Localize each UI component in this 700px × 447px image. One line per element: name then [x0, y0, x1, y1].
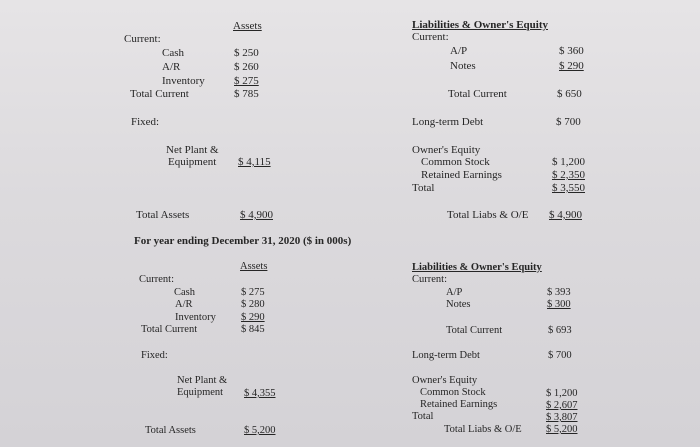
total-assets-label: Total Assets [145, 425, 196, 436]
ap-value: $ 393 [547, 287, 571, 298]
common-stock-label: Common Stock [420, 387, 486, 398]
inventory-value: $ 275 [234, 75, 259, 87]
liabilities-heading: Liabilities & Owner's Equity [412, 262, 542, 273]
ar-value: $ 260 [234, 61, 259, 73]
period-caption: For year ending December 31, 2020 ($ in 000s) [134, 235, 352, 247]
cash-value: $ 250 [234, 47, 259, 59]
owners-equity-label: Owner's Equity [412, 144, 481, 156]
total-liabs-label: Total Liabs & O/E [444, 424, 522, 435]
long-term-debt-label: Long-term Debt [412, 116, 484, 128]
cash-label: Cash [162, 47, 184, 59]
current-liabilities-label: Current: [412, 31, 449, 43]
total-current-liabilities-label: Total Current [448, 88, 507, 100]
common-stock-value: $ 1,200 [546, 388, 578, 399]
current-liabilities-label: Current: [412, 274, 447, 285]
total-current-assets-label: Total Current [141, 324, 198, 335]
current-assets-label: Current: [124, 33, 161, 45]
total-current-liabilities-label: Total Current [446, 325, 503, 336]
total-current-assets-label: Total Current [130, 88, 189, 100]
equipment-label: Equipment [177, 387, 224, 398]
total-assets-label: Total Assets [136, 209, 190, 221]
inventory-label: Inventory [175, 312, 216, 323]
long-term-debt-value: $ 700 [548, 350, 572, 361]
total-liabs-label: Total Liabs & O/E [447, 209, 529, 221]
long-term-debt-label: Long-term Debt [412, 350, 480, 361]
common-stock-label: Common Stock [421, 156, 490, 168]
cash-label: Cash [174, 287, 195, 298]
total-current-liabilities-value: $ 693 [548, 325, 572, 336]
net-plant-label: Net Plant & [166, 144, 219, 156]
owners-equity-total-label: Total [412, 182, 435, 194]
common-stock-value: $ 1,200 [552, 156, 585, 168]
total-current-liabilities-value: $ 650 [557, 88, 582, 100]
liabilities-heading: Liabilities & Owner's Equity [412, 19, 548, 31]
ap-label: A/P [450, 45, 468, 57]
total-current-assets-value: $ 845 [241, 324, 265, 335]
inventory-label: Inventory [162, 75, 205, 87]
fixed-assets-label: Fixed: [131, 116, 160, 128]
total-liabs-value: $ 5,200 [546, 424, 578, 435]
ap-value: $ 360 [559, 45, 584, 57]
notes-label: Notes [450, 60, 476, 72]
owners-equity-total-label: Total [412, 411, 434, 422]
equipment-label: Equipment [168, 156, 217, 168]
retained-earnings-label: Retained Earnings [421, 169, 502, 181]
cash-value: $ 275 [241, 287, 265, 298]
total-liabs-value: $ 4,900 [549, 209, 582, 221]
ar-value: $ 280 [241, 299, 265, 310]
owners-equity-total-value: $ 3,550 [552, 182, 585, 194]
net-plant-value: $ 4,355 [244, 388, 276, 399]
retained-earnings-value: $ 2,350 [552, 169, 585, 181]
current-assets-label: Current: [139, 274, 174, 285]
inventory-value: $ 290 [241, 312, 265, 323]
assets-heading: Assets [233, 20, 262, 32]
long-term-debt-value: $ 700 [556, 116, 581, 128]
notes-label: Notes [446, 299, 471, 310]
retained-earnings-value: $ 2,607 [546, 400, 578, 411]
retained-earnings-label: Retained Earnings [420, 399, 498, 410]
total-assets-value: $ 5,200 [244, 425, 276, 436]
total-current-assets-value: $ 785 [234, 88, 259, 100]
total-assets-value: $ 4,900 [240, 209, 273, 221]
ap-label: A/P [446, 287, 463, 298]
notes-value: $ 290 [559, 60, 584, 72]
net-plant-value: $ 4,115 [238, 156, 271, 168]
ar-label: A/R [162, 61, 181, 73]
owners-equity-total-value: $ 3,807 [546, 412, 578, 423]
net-plant-label: Net Plant & [177, 375, 228, 386]
notes-value: $ 300 [547, 299, 571, 310]
fixed-assets-label: Fixed: [141, 350, 168, 361]
owners-equity-label: Owner's Equity [412, 375, 478, 386]
ar-label: A/R [175, 299, 193, 310]
assets-heading: Assets [240, 261, 268, 272]
